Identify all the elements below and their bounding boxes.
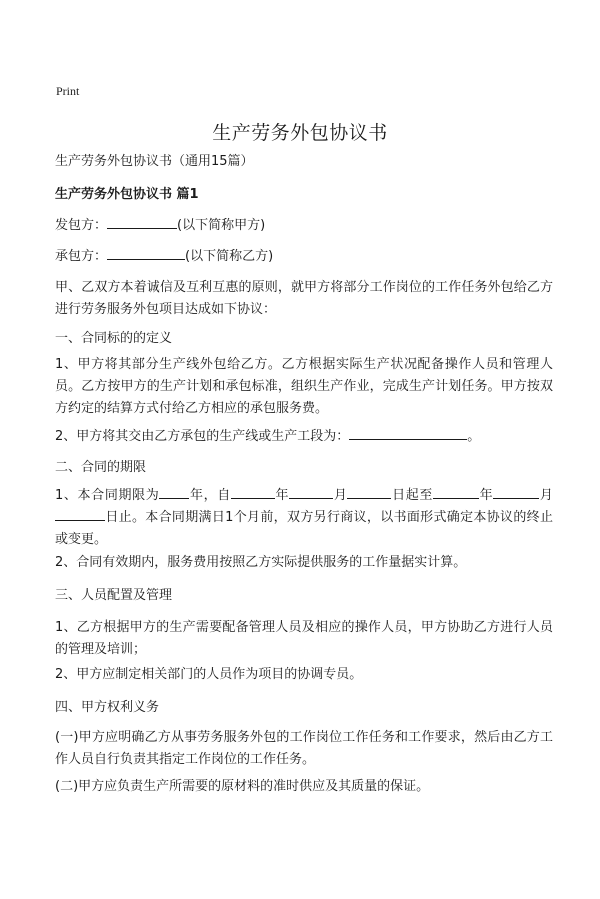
section-2-heading: 二、合同的期限	[55, 460, 147, 475]
section-3-paragraph-2: 2、甲方应制定相关部门的人员作为项目的协调专员。	[55, 667, 363, 682]
print-link[interactable]: Print	[56, 84, 80, 98]
party-a-label: 发包方：	[55, 218, 108, 233]
start-day-blank	[347, 485, 391, 499]
term-text-a: 1、本合同期限为	[55, 488, 160, 503]
end-day-blank	[55, 507, 105, 521]
end-month-blank	[493, 485, 539, 499]
term-years-blank	[159, 485, 189, 499]
section-heading: 生产劳务外包协议书 篇1	[55, 187, 199, 202]
section-1-heading: 一、合同标的的定义	[55, 331, 173, 346]
party-b-line	[55, 246, 553, 268]
s1-p2-end: 。	[467, 429, 481, 444]
party-a-line	[55, 215, 553, 237]
term-text-e: 日起至	[391, 488, 434, 503]
section-1-paragraph-2	[55, 426, 553, 448]
term-text-d: 月	[333, 488, 348, 503]
party-b-label: 承包方：	[55, 249, 108, 264]
section-4-paragraph-2: (二)甲方应负责生产所需要的原材料的准时供应及其质量的保证。	[55, 779, 430, 794]
party-b-suffix: (以下简称乙方)	[185, 249, 274, 264]
term-text-b: 年，自	[189, 488, 231, 503]
document-title: 生产劳务外包协议书	[212, 122, 388, 144]
term-text-c: 年	[274, 488, 290, 503]
term-text-g: 月	[539, 488, 553, 503]
document-subtitle: 生产劳务外包协议书（通用15篇）	[55, 154, 254, 169]
party-b-blank	[107, 246, 185, 260]
term-text-f: 年	[479, 488, 494, 503]
start-month-blank	[289, 485, 333, 499]
start-year-blank	[231, 485, 275, 499]
section-3-heading: 三、人员配置及管理	[55, 588, 173, 603]
party-a-suffix: (以下简称甲方)	[177, 218, 266, 233]
production-line-blank	[349, 426, 467, 440]
section-1-paragraph-1: 1、甲方将其部分生产线外包给乙方。乙方根据实际生产状况配备操作人员和管理人员。乙方按甲方的生产计划和承包标准，组织生产作业，完成生产计划任务。甲方按双方约定的结算方式付给乙方相应的承包服务费。	[55, 357, 553, 416]
section-2-paragraph-1	[55, 485, 553, 551]
intro-paragraph: 甲、乙双方本着诚信及互利互惠的原则，就甲方将部分工作岗位的工作任务外包给乙方进行劳务服务外包项目达成如下协议：	[55, 280, 553, 317]
s1-p2-text: 2、甲方将其交由乙方承包的生产线或生产工段为：	[55, 429, 350, 444]
party-a-blank	[107, 215, 177, 229]
section-4-paragraph-1: (一)甲方应明确乙方从事劳务服务外包的工作岗位工作任务和工作要求，然后由乙方工作人员自行负责其指定工作岗位的工作任务。	[55, 730, 553, 767]
end-year-blank	[433, 485, 479, 499]
term-text-h: 日止。本合同期满日1个月前，双方另行商议，以书面形式确定本协议的终止或变更。	[55, 510, 553, 547]
section-2-paragraph-2: 2、合同有效期内，服务费用按照乙方实际提供服务的工作量据实计算。	[55, 555, 467, 570]
section-3-paragraph-1: 1、乙方根据甲方的生产需要配备管理人员及相应的操作人员，甲方协助乙方进行人员的管理及培训；	[55, 620, 553, 657]
section-4-heading: 四、甲方权利义务	[55, 700, 160, 715]
